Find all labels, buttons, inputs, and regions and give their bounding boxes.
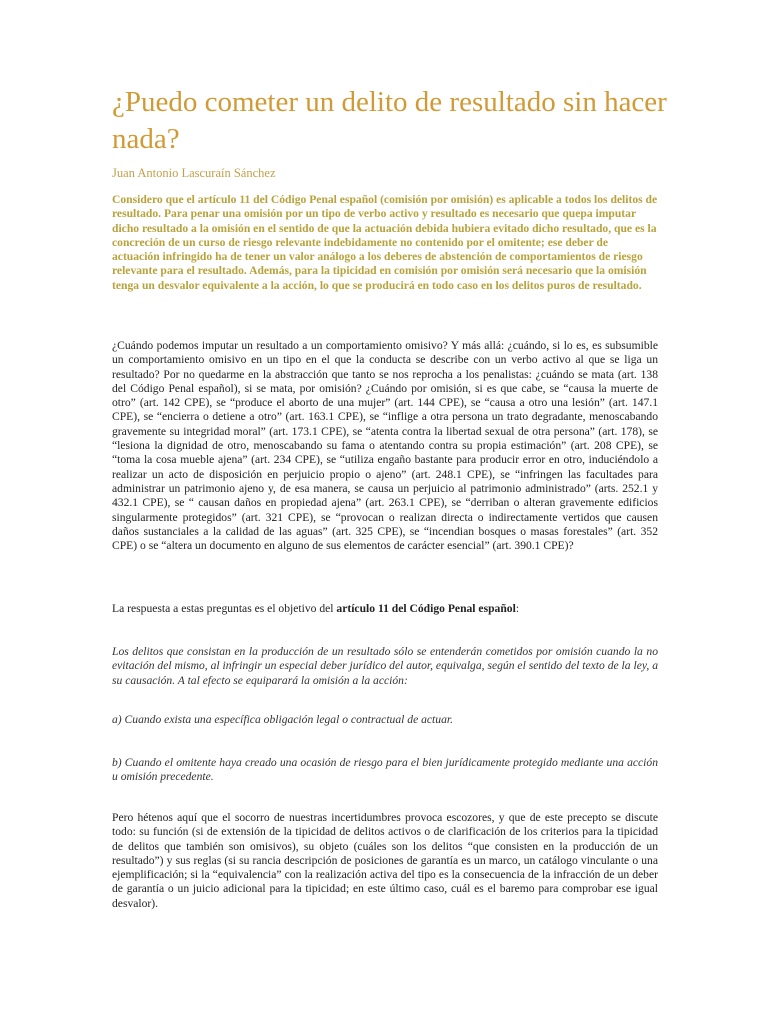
body-paragraph-1: ¿Cuándo podemos imputar un resultado a un comportamiento omisivo? Y más allá: ¿cuándo, si lo es, es subsumible un comportamiento omisivo en un tipo en el que la conducta se describe con un verbo activo al que se liga un resultado? Por no quedarme en la abstracción que tanto se nos reprocha a los penalistas: ¿cuándo se mata (art. 138 del Código Penal español), si se mata, por omisión? ¿Cuándo por omisión, si es que cabe, se “causa la muerte de otro” (art. 142 CPE), se “produce el aborto de una mujer” (art. 144 CPE), se “causa a otro una lesión” (art. 147.1 CPE), se “encierra o detiene a otro” (art. 163.1 CPE), se “inflige a otra persona un trato degradante, menoscabando gravemente su integridad moral” (art. 173.1 CPE), se “atenta contra la libertad sexual de otra persona” (art. 178), se “lesiona la dignidad de otro, menoscabando su fama o atentando contra su propia estimación” (art. 208 CPE), se “toma la cosa mueble ajena” (art. 234 CPE), se “utiliza engaño bastante para producir error en otro, induciéndolo a realizar un acto de disposición en perjuicio propio o ajeno” (art. 248.1 CPE), se “infringen las facultades para administrar un patrimonio ajeno y, de esa manera, se causa un perjuicio al patrimonio administrado” (arts. 252.1 y 432.1 CPE), se “ causan daños en propiedad ajena” (art. 263.1 CPE), se “derriban o alteran gravemente edificios singularmente protegidos” (art. 321 CPE), se “provocan o realizan directa o indirectamente vertidos que causen daños sustanciales a la calidad de las aguas” (art. 325 CPE), se “incendian bosques o masas forestales” (art. 352 CPE) o se “altera un documento en alguno de sus elementos de carácter esencial” (art. 390.1 CPE)? xyxy=(112,339,658,553)
document-title: ¿Puedo cometer un delito de resultado sin hacer nada? xyxy=(112,86,667,155)
para2-text: La respuesta a estas preguntas es el objetivo del xyxy=(112,602,337,615)
abstract: Considero que el artículo 11 del Código Penal español (comisión por omisión) es aplicable a todos los delitos de resultado. Para penar una omisión por un tipo de verbo activo y resultado es necesario que quepa imputar dicho resultado a la omisión en el sentido de que la actuación debida hubiera evitado dicho resultado, que es la concreción de un curso de riesgo relevante indebidamente no contenido por el omitente; ese deber de actuación infringido ha de tener un valor análogo a los deberes de abstención de comportamientos de riesgo relevante para el resultado. Además, para la tipicidad en comisión por omisión será necesario que la omisión tenga un desvalor equivalente a la acción, lo que se producirá en todo caso en los delitos puros de resultado. xyxy=(112,193,658,292)
article-reference: artículo 11 del Código Penal español xyxy=(336,602,516,615)
para2-colon: : xyxy=(515,602,520,615)
quoted-law-item-a: a) Cuando exista una específica obligación legal o contractual de actuar. xyxy=(112,713,453,726)
quoted-law-text: Los delitos que consistan en la producción de un resultado sólo se entenderán cometidos por omisión cuando la no evitación del mismo, al infringir un especial deber jurídico del autor, equivalga, según el sentido del texto de la ley, a su causación. A tal efecto se equiparará la omisión a la acción: xyxy=(112,645,658,687)
author-name: Juan Antonio Lascuraín Sánchez xyxy=(112,166,276,180)
quoted-law-item-b: b) Cuando el omitente haya creado una ocasión de riesgo para el bien jurídicamente protegido mediante una acción u omisión precedente. xyxy=(112,756,658,784)
body-paragraph-3: Pero hétenos aquí que el socorro de nuestras incertidumbres provoca escozores, y que de este precepto se discute todo: su función (si de extensión de la tipicidad de delitos activos o de clarificación de los criterios para la tipicidad de delitos que también son omisivos), su objeto (cuáles son los delitos “que consisten en la producción de un resultado”) y sus reglas (si su rancia descripción de posiciones de garantía es un marco, un catálogo vinculante o una ejemplificación; si la “equivalencia” con la realización activa del tipo es la consecuencia de la infracción de un deber de garantía o un juicio adicional para la tipicidad; en este último caso, cuál es el baremo para comprobar ese igual desvalor). xyxy=(112,811,658,910)
body-paragraph-2 xyxy=(112,602,658,616)
